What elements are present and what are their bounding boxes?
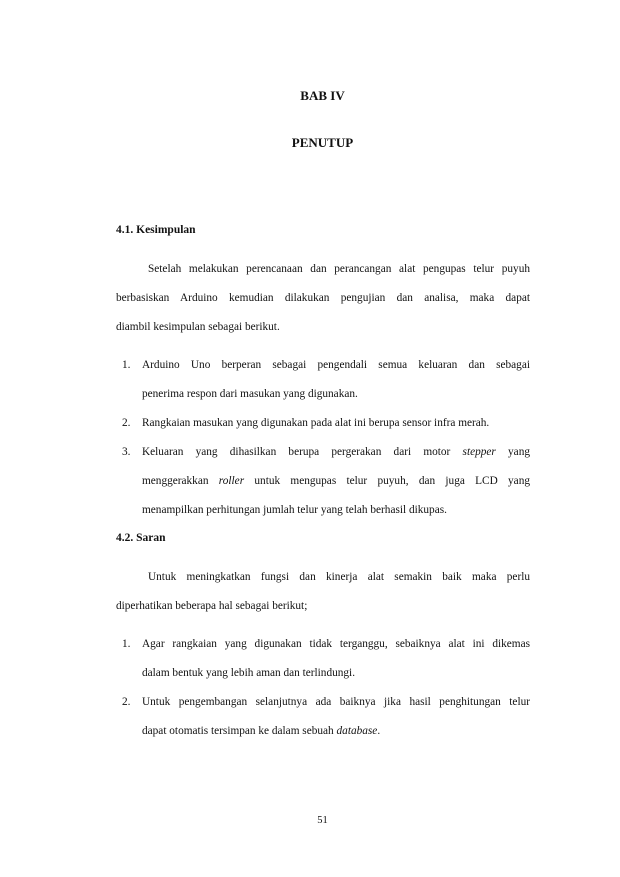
chapter-title: PENUTUP — [291, 135, 354, 150]
list-item-line: Untuk pengembangan selanjutnya ada baiknya jika hasil penghitungan telur — [142, 696, 530, 708]
list-item-line: Arduino Uno berperan sebagai pengendali semua keluaran dan sebagai — [142, 359, 530, 371]
list-item-line: penerima respon dari masukan yang digunakan. — [142, 388, 358, 400]
list-number: 1. — [122, 638, 131, 650]
paragraph-line: berbasiskan Arduino kemudian dilakukan pengujian dan analisa, maka dapat — [116, 292, 530, 304]
list-number: 3. — [122, 446, 131, 458]
list-item-line: dapat otomatis tersimpan ke dalam sebuah database. — [142, 725, 381, 737]
paragraph-line: Setelah melakukan perencanaan dan perancangan alat pengupas telur puyuh — [148, 263, 530, 275]
list-item-line: dalam bentuk yang lebih aman dan terlindungi. — [142, 667, 356, 679]
list-number: 2. — [122, 696, 131, 708]
page-number: 51 — [317, 815, 328, 826]
paragraph-line: Untuk meningkatkan fungsi dan kinerja alat semakin baik maka perlu — [148, 571, 530, 583]
list-number: 1. — [122, 359, 131, 371]
list-item-line: Rangkaian masukan yang digunakan pada alat ini berupa sensor infra merah. — [142, 417, 490, 429]
list-item-line: Agar rangkaian yang digunakan tidak terganggu, sebaiknya alat ini dikemas — [142, 638, 530, 650]
section-heading-saran: 4.2. Saran — [116, 532, 166, 544]
chapter-label: BAB IV — [300, 88, 345, 103]
paragraph-line: diperhatikan beberapa hal sebagai berikut; — [116, 600, 308, 612]
section-heading-kesimpulan: 4.1. Kesimpulan — [116, 224, 196, 236]
list-item-line: menggerakkan roller untuk mengupas telur puyuh, dan juga LCD yang — [142, 475, 530, 487]
list-item-line: Keluaran yang dihasilkan berupa pergerakan dari motor stepper yang — [142, 446, 530, 458]
paragraph-line: diambil kesimpulan sebagai berikut. — [116, 321, 280, 333]
list-item-line: menampilkan perhitungan jumlah telur yang telah berhasil dikupas. — [142, 504, 447, 516]
list-number: 2. — [122, 417, 131, 429]
